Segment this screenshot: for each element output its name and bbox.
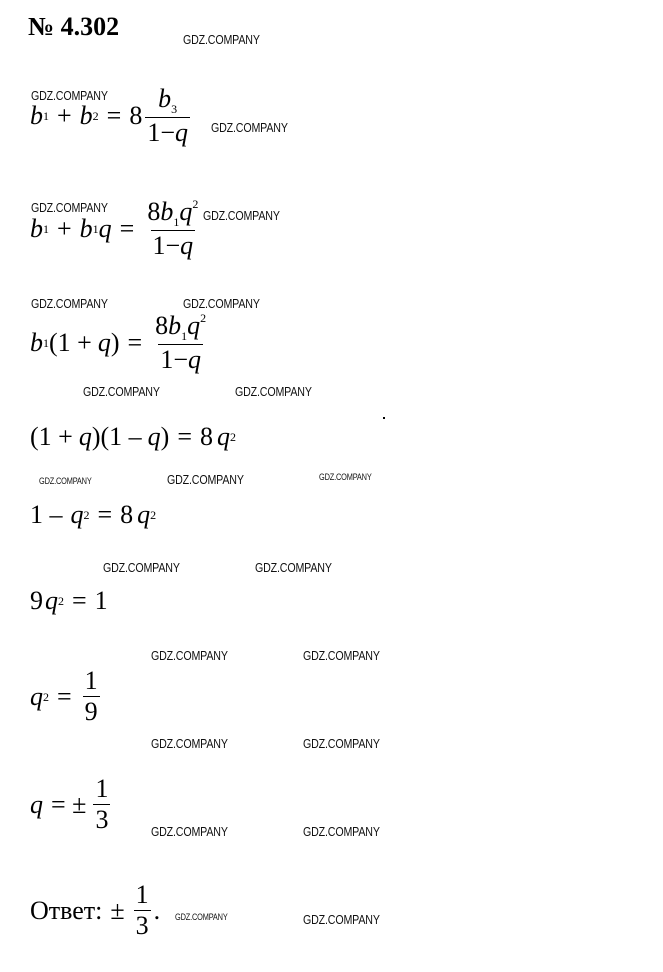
var-b: b	[30, 213, 43, 243]
paren-close: )	[110, 327, 120, 357]
exponent: 2	[192, 197, 199, 211]
answer-line	[30, 882, 160, 939]
fraction	[145, 86, 190, 146]
plus-sign: +	[57, 213, 72, 243]
equals-sign: =	[127, 327, 143, 357]
answer-label: Ответ:	[30, 895, 103, 925]
coefficient: 8	[200, 422, 213, 451]
var-q: q	[179, 197, 193, 226]
var-q: q	[78, 422, 92, 451]
fraction	[83, 668, 100, 725]
var-b: b	[168, 311, 182, 340]
watermark: GDZ.COMPANY	[303, 824, 380, 839]
digit: 1	[152, 231, 166, 260]
watermark: GDZ.COMPANY	[303, 736, 380, 751]
minus-sign: −	[160, 118, 176, 147]
equation-7	[30, 668, 103, 725]
plus-minus-sign: ±	[110, 895, 125, 925]
var-b: b	[79, 101, 93, 130]
numerator: 1	[135, 880, 149, 909]
var-b: b	[158, 84, 172, 113]
equals-sign: =	[72, 586, 87, 615]
expression-part: (1 +	[49, 327, 92, 357]
coefficient: 8	[129, 101, 143, 130]
index: 2	[92, 109, 99, 123]
var-b: b	[30, 101, 43, 130]
exponent: 2	[200, 311, 207, 325]
equals-sign: =	[177, 422, 192, 451]
index: 1	[43, 221, 49, 236]
fraction	[145, 198, 200, 259]
numerator: 1	[84, 666, 98, 695]
watermark: GDZ.COMPANY	[303, 912, 380, 927]
equation-4	[30, 424, 236, 450]
watermark: GDZ.COMPANY	[211, 120, 288, 135]
exponent: 2	[83, 508, 90, 522]
numerator: 1	[95, 774, 109, 803]
var-b: b	[79, 213, 93, 243]
var-q: q	[30, 789, 43, 819]
var-q: q	[147, 422, 161, 451]
index: 1	[43, 335, 49, 350]
var-q: q	[217, 422, 230, 451]
paren-close: )	[160, 422, 170, 451]
digit: 1	[94, 586, 108, 615]
var-q: q	[137, 500, 151, 529]
expression-part: )(1 –	[91, 422, 142, 451]
watermark: GDZ.COMPANY	[167, 472, 244, 487]
fraction	[134, 882, 151, 939]
var-q: q	[175, 118, 189, 147]
coefficient: 9	[30, 586, 43, 615]
equals-sign: =	[97, 500, 113, 529]
expression-part: (1 +	[30, 422, 73, 451]
fraction	[93, 776, 110, 833]
var-q: q	[30, 681, 43, 711]
index: 1	[173, 215, 180, 229]
watermark: GDZ.COMPANY	[83, 384, 160, 399]
equation-1	[30, 86, 193, 146]
exponent: 2	[150, 508, 157, 522]
problem-title: № 4.302	[28, 12, 120, 41]
fraction	[153, 312, 208, 373]
digit: 8	[155, 311, 169, 340]
equals-sign: =	[57, 681, 72, 711]
watermark: GDZ.COMPANY	[31, 200, 108, 215]
digit: 8	[147, 197, 161, 226]
digit: 1	[147, 118, 161, 147]
equals-plus-minus: = ±	[51, 789, 87, 819]
watermark: GDZ.COMPANY	[39, 476, 92, 486]
watermark: GDZ.COMPANY	[203, 208, 280, 223]
plus-sign: +	[57, 101, 72, 130]
watermark: GDZ.COMPANY	[151, 648, 228, 663]
var-q: q	[97, 327, 111, 357]
equals-sign: =	[119, 213, 135, 243]
index: 1	[181, 329, 188, 343]
watermark: GDZ.COMPANY	[31, 296, 108, 311]
index: 1	[43, 109, 49, 123]
denominator: 3	[95, 805, 109, 834]
minus-sign: −	[173, 345, 188, 374]
var-q: q	[45, 586, 58, 615]
exponent: 2	[230, 430, 236, 444]
var-q: q	[70, 500, 84, 529]
denominator: 3	[135, 911, 149, 940]
period: .	[153, 895, 161, 925]
index: 3	[171, 102, 178, 116]
coefficient: 8	[120, 500, 134, 529]
expression-part: 1 –	[30, 500, 63, 529]
watermark: GDZ.COMPANY	[319, 472, 372, 482]
watermark: GDZ.COMPANY	[151, 736, 228, 751]
var-b: b	[30, 327, 43, 357]
stray-dot	[383, 417, 385, 419]
equation-5	[30, 502, 156, 528]
minus-sign: −	[165, 231, 181, 260]
denominator: 9	[84, 697, 98, 726]
digit: 1	[160, 345, 174, 374]
watermark: GDZ.COMPANY	[175, 912, 228, 922]
index: 1	[92, 221, 99, 236]
equation-6	[30, 588, 108, 614]
exponent: 2	[43, 689, 49, 704]
exponent: 2	[58, 594, 64, 608]
watermark: GDZ.COMPANY	[303, 648, 380, 663]
watermark: GDZ.COMPANY	[151, 824, 228, 839]
var-q: q	[187, 311, 201, 340]
equation-8	[30, 776, 113, 833]
equals-sign: =	[106, 101, 122, 130]
var-b: b	[160, 197, 174, 226]
var-q: q	[98, 213, 112, 243]
watermark: GDZ.COMPANY	[31, 88, 108, 103]
var-q: q	[180, 231, 194, 260]
watermark: GDZ.COMPANY	[255, 560, 332, 575]
watermark: GDZ.COMPANY	[183, 32, 260, 47]
equation-2	[30, 198, 203, 259]
equation-3	[30, 312, 211, 373]
var-q: q	[188, 345, 201, 374]
watermark: GDZ.COMPANY	[103, 560, 180, 575]
watermark: GDZ.COMPANY	[183, 296, 260, 311]
watermark: GDZ.COMPANY	[235, 384, 312, 399]
